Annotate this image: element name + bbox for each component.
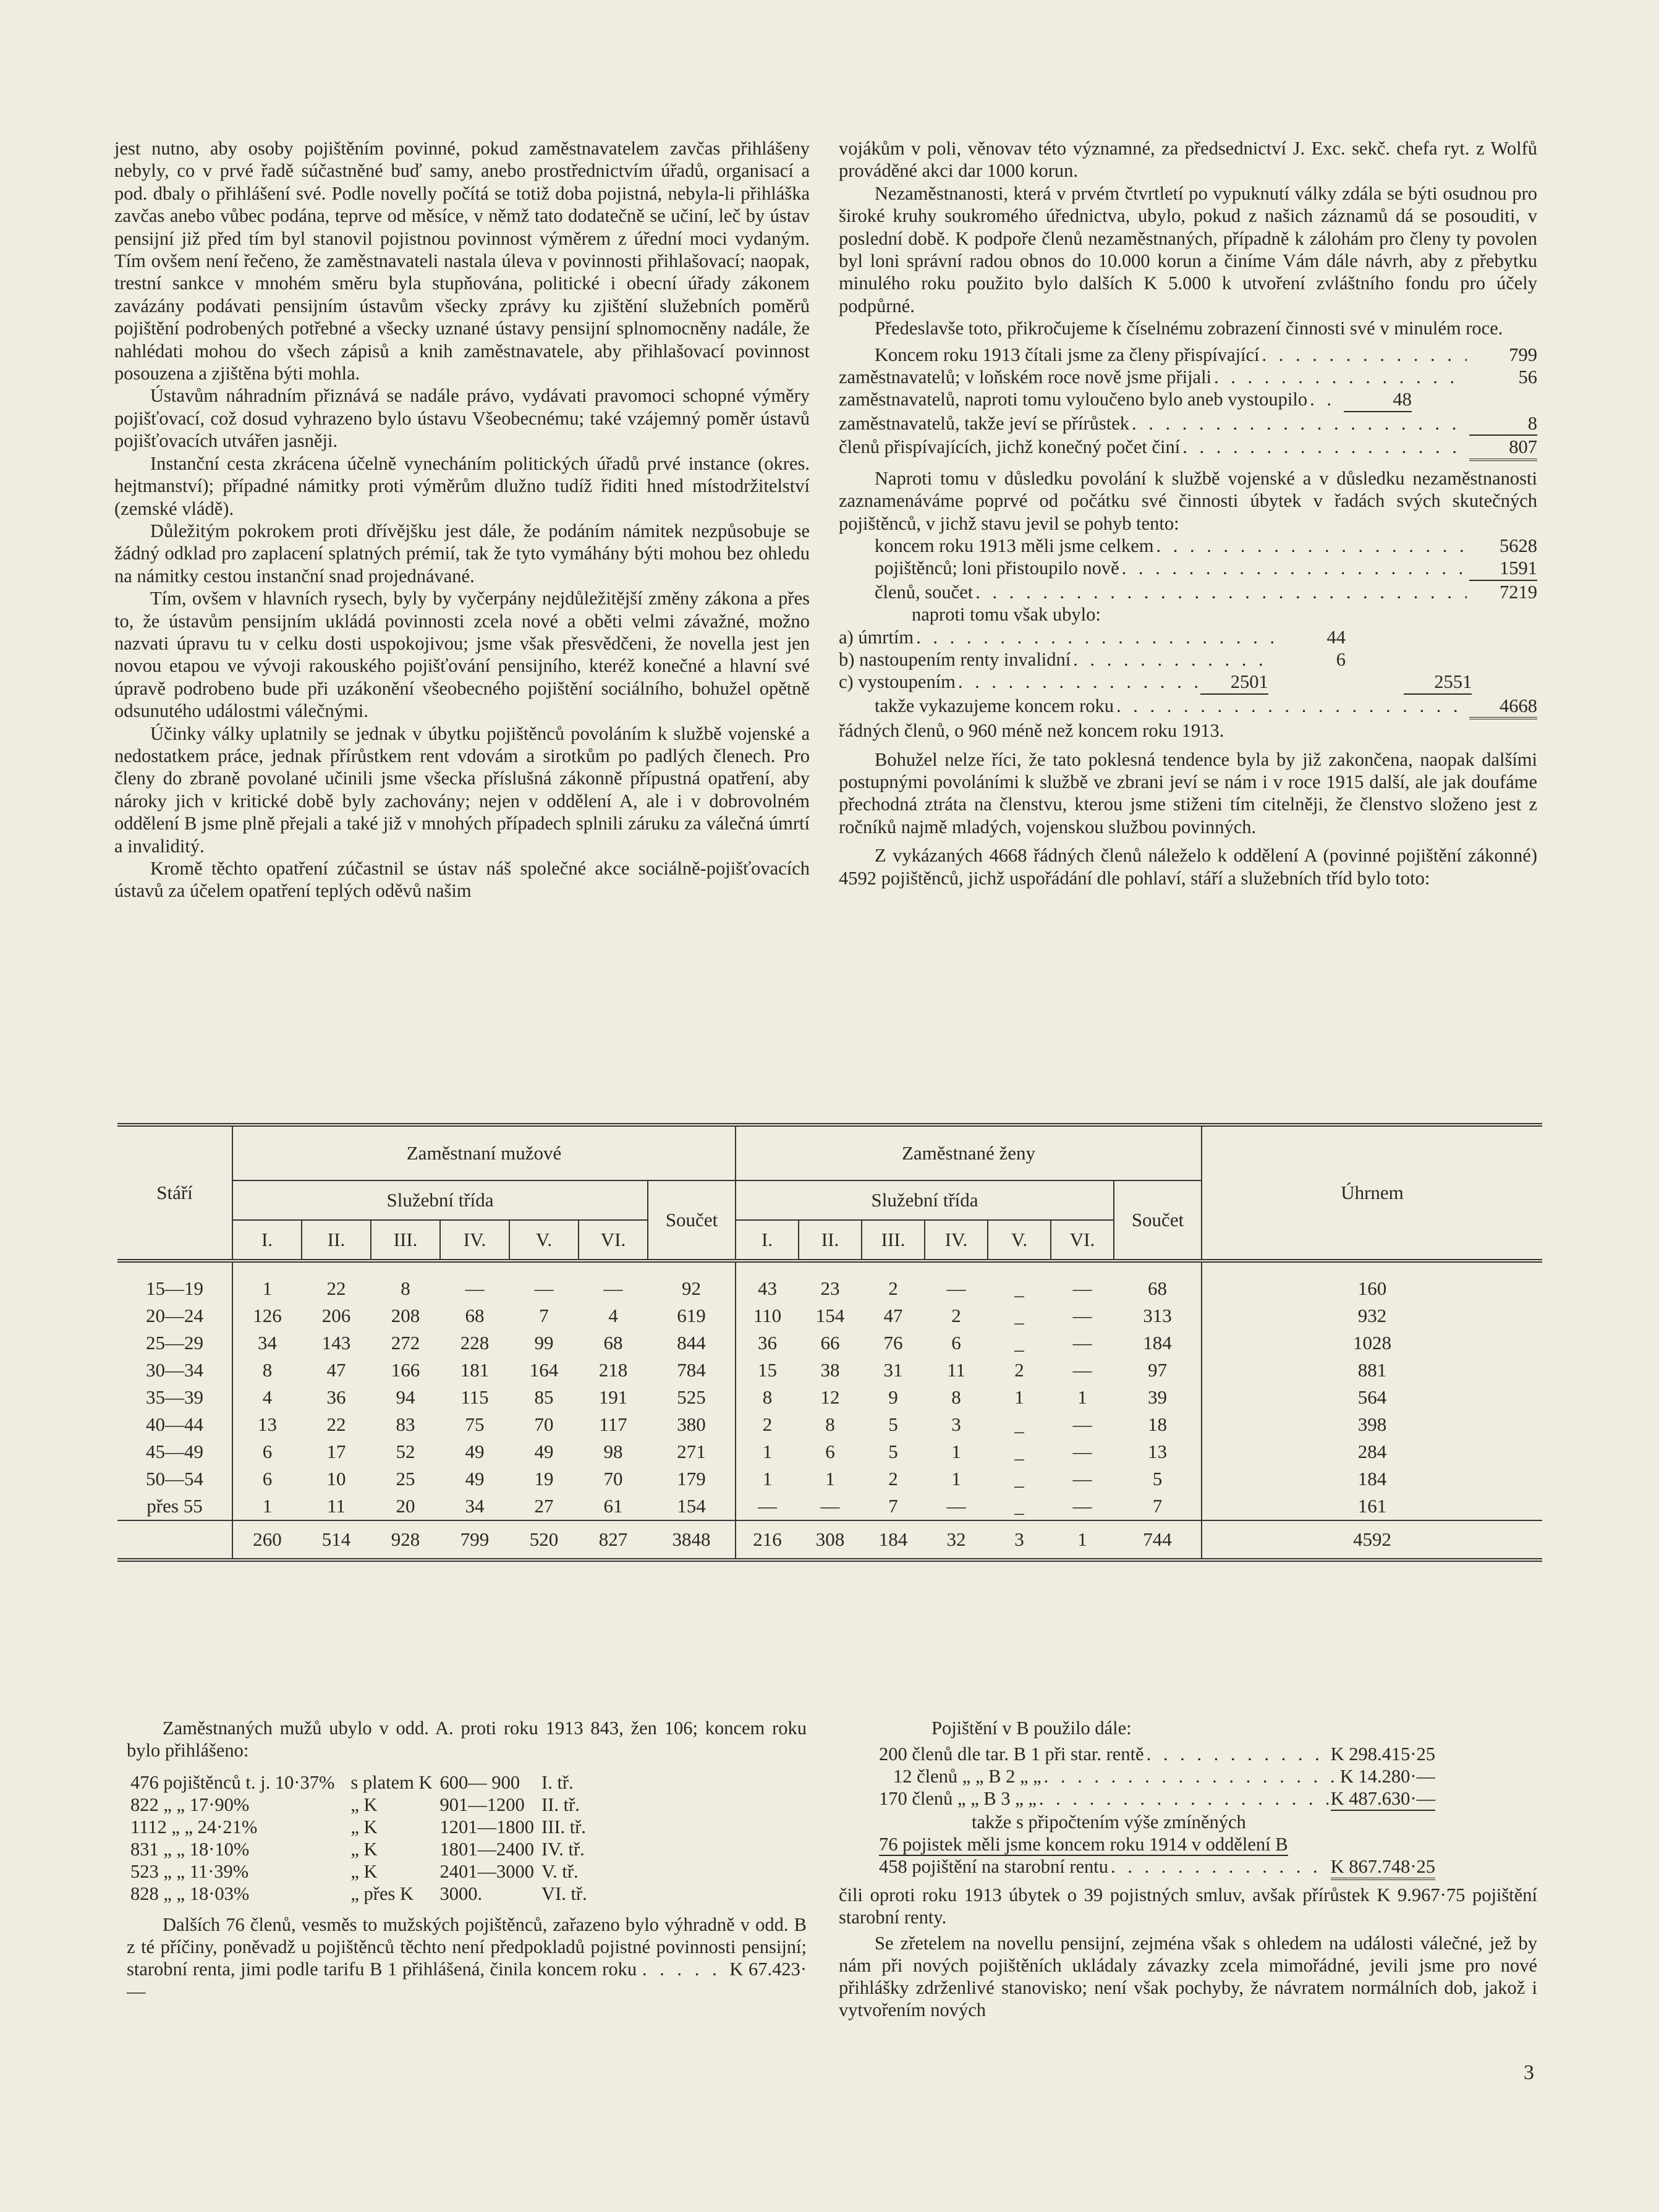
table-cell: — xyxy=(946,1495,966,1517)
class-list-cell: VI. tř. xyxy=(541,1883,587,1904)
table-cell: _ xyxy=(1014,1413,1024,1435)
table-cell: — xyxy=(534,1278,554,1299)
total-cell: 308 xyxy=(799,1520,862,1560)
table-cell: — xyxy=(946,1278,966,1299)
class-list-cell: 828 „ „ 18·03% xyxy=(130,1883,250,1904)
class-list-cell: V. tř. xyxy=(541,1861,579,1882)
insured-summary xyxy=(839,535,1537,626)
table-cell: 83 xyxy=(396,1413,415,1435)
class-list-cell: 2401—3000 xyxy=(439,1861,535,1882)
insured-line-5: takže vykazujeme koncem roku xyxy=(875,695,1114,716)
table-cell: 13 xyxy=(258,1413,277,1435)
b-row-3-value: K 487.630·— xyxy=(1331,1787,1435,1811)
class-list-cell: 1201—1800 xyxy=(439,1816,535,1837)
women-sum-header: Součet xyxy=(1114,1180,1202,1261)
table-cell: 6 xyxy=(262,1441,273,1462)
table-cell: 284 xyxy=(1357,1441,1387,1462)
members-line-1: Koncem roku 1913 čítali jsme za členy přispívající xyxy=(875,344,1260,365)
class-list-cell: II. tř. xyxy=(541,1794,580,1815)
class-list-cell: „ K xyxy=(350,1839,378,1860)
table-cell: 43 xyxy=(758,1278,777,1299)
table-cell: 143 xyxy=(321,1332,351,1354)
table-cell: 49 xyxy=(465,1468,485,1489)
table-cell: 272 xyxy=(391,1332,420,1354)
table-cell: 70 xyxy=(534,1413,554,1435)
table-cell: 117 xyxy=(599,1413,627,1435)
class-list-cell: 476 pojištěnců t. j. 10·37% xyxy=(130,1772,335,1793)
class-list-row xyxy=(127,1771,591,1794)
class-list-cell: 600— 900 xyxy=(439,1772,520,1793)
class-list-cell: 901—1200 xyxy=(439,1794,525,1815)
total-cell: 260 xyxy=(232,1520,302,1560)
insured-line-6: řádných členů, o 960 méně než koncem roku 1913. xyxy=(839,720,1224,742)
table-cell: 47 xyxy=(326,1359,346,1381)
table-cell: — xyxy=(1072,1359,1092,1381)
table-cell: 47 xyxy=(883,1305,903,1326)
deduction-a-value: 44 xyxy=(1326,626,1346,648)
totals-row xyxy=(117,1520,1542,1560)
b-row-3-label: 170 členů „ „ B 3 „ „ xyxy=(879,1788,1037,1809)
table-cell: 179 xyxy=(648,1465,736,1493)
table-cell: 9 xyxy=(888,1386,898,1408)
table-cell: 1 xyxy=(262,1278,273,1299)
table-cell: 36 xyxy=(758,1332,777,1354)
age-cell: 20—24 xyxy=(117,1302,232,1329)
total-cell: 4592 xyxy=(1202,1520,1542,1560)
table-row xyxy=(117,1465,1542,1493)
class-list-cell: „ přes K xyxy=(350,1883,414,1904)
table-cell: 2 xyxy=(888,1468,898,1489)
b-row-6-label: 458 pojištění na starobní rentu xyxy=(879,1856,1109,1877)
table-bottom-rule xyxy=(117,1560,1542,1567)
table-cell: 110 xyxy=(753,1305,782,1326)
b-row-5: 76 pojistek měli jsme koncem roku 1914 v oddělení B xyxy=(879,1834,1288,1855)
table-cell: 15 xyxy=(758,1359,777,1381)
total-cell: 1 xyxy=(1051,1520,1114,1560)
table-cell: — xyxy=(820,1495,840,1517)
class-list-cell: 523 „ „ 11·39% xyxy=(130,1861,249,1882)
age-cell: 25—29 xyxy=(117,1329,232,1357)
men-class-III: III. xyxy=(371,1220,440,1261)
table-cell: 8 xyxy=(951,1386,961,1408)
insured-value-3: 7219 xyxy=(1500,581,1537,603)
table-cell: 161 xyxy=(1357,1495,1387,1517)
table-cell: — xyxy=(1072,1332,1092,1354)
table-cell: _ xyxy=(1014,1332,1024,1354)
table-cell: 34 xyxy=(465,1495,485,1517)
table-cell: 1 xyxy=(951,1441,961,1462)
members-line-3: zaměstnavatelů, naproti tomu vyloučeno bylo aneb vystoupilo xyxy=(839,389,1308,410)
table-cell: 23 xyxy=(820,1278,840,1299)
table-cell: 228 xyxy=(460,1332,490,1354)
table-cell: 1 xyxy=(1077,1386,1087,1408)
class-list-row xyxy=(127,1883,591,1905)
paragraph-text: Dalších 76 členů, vesměs to mužských pojištěnců, zařazeno bylo výhradně v odd. B z té příčiny, poněvadž u pojištěnců těchto není předpokladů pojistné povinnosti pensijní; starobní renta, jimi podle tarifu B 1 přihlášená, činila koncem roku xyxy=(127,1914,807,1980)
age-cell: přes 55 xyxy=(117,1493,232,1520)
class-list-cell: 1112 „ „ 24·21% xyxy=(130,1816,258,1837)
table-cell: 8 xyxy=(401,1278,410,1299)
paragraph: Kromě těchto opatření zúčastnil se ústav náš společné akce sociálně-pojišťovacích ústavů za účelem opatření teplých oděvů našim xyxy=(114,858,810,902)
table-cell: 8 xyxy=(762,1386,773,1408)
members-value-4: 8 xyxy=(1469,412,1537,436)
class-list-cell: 3000. xyxy=(439,1883,483,1904)
table-cell: — xyxy=(1072,1305,1092,1326)
table-cell: 154 xyxy=(648,1493,736,1520)
class-list-cell: „ K xyxy=(350,1861,378,1882)
b-row-4: takže s připočtením výše zmíněných xyxy=(972,1812,1246,1833)
table-cell: — xyxy=(758,1495,777,1517)
insured-line-2: pojištěnců; loni přistoupilo nově xyxy=(875,557,1119,579)
members-line-4: zaměstnavatelů, takže jeví se přírůstek xyxy=(839,412,1130,434)
women-class-II: II. xyxy=(799,1220,862,1261)
women-class-I: I. xyxy=(736,1220,799,1261)
table-cell: 61 xyxy=(603,1495,623,1517)
men-class-V: V. xyxy=(509,1220,579,1261)
paragraph: čili oproti roku 1913 úbytek o 39 pojistných smluv, avšak přírůstek K 9.967·75 pojištění starobní renty. xyxy=(839,1884,1537,1928)
table-cell: 181 xyxy=(460,1359,490,1381)
table-cell: 99 xyxy=(534,1332,554,1354)
total-cell: 799 xyxy=(440,1520,509,1560)
table-cell: 5 xyxy=(888,1441,898,1462)
members-value-5: 807 xyxy=(1469,436,1537,460)
paragraph: Tím, ovšem v hlavních rysech, byly by vyčerpány nejdůležitější změny zákona a přes to, že ústavům pensijním ukládá povinnosti zcela nové a oběti velmi závažné, možno nazvati úpravu tu v celku dosti uspokojivou; jsme však přesvědčeni, že novella jest jen novou etapou ve vývoji rakouského pojišťování pensijního, kteréž konečné a hlavní své úpravě podrobeno bude při uzákonění všeobecného pojištění sociálního, bohužel opětně odsunutého událostmi válečnými. xyxy=(114,588,810,722)
class-list-cell: „ K xyxy=(350,1794,378,1815)
women-class-V: V. xyxy=(988,1220,1051,1261)
table-cell: 27 xyxy=(534,1495,554,1517)
paragraph: Z vykázaných 4668 řádných členů náleželo k oddělení A (povinné pojištění zákonné) 4592 pojištěnců, jichž uspořádání dle pohlaví, stáří a služebních tříd bylo toto: xyxy=(839,845,1537,889)
table-cell: 844 xyxy=(648,1329,736,1357)
age-cell: 40—44 xyxy=(117,1411,232,1438)
b-row-2-label: 12 členů „ „ B 2 „ „ xyxy=(893,1766,1042,1787)
table-cell: 38 xyxy=(820,1359,840,1381)
age-header: Stáří xyxy=(117,1125,232,1261)
total-header: Úhrnem xyxy=(1202,1125,1542,1261)
table-cell: 881 xyxy=(1357,1359,1387,1381)
table-cell: 525 xyxy=(648,1384,736,1411)
age-cell: 45—49 xyxy=(117,1438,232,1465)
members-value-3: 48 xyxy=(1344,388,1412,412)
table-cell: 18 xyxy=(1114,1411,1202,1438)
table-cell: 5 xyxy=(888,1413,898,1435)
table-cell: 1 xyxy=(1014,1386,1024,1408)
total-cell: 928 xyxy=(371,1520,440,1560)
age-cell: 50—54 xyxy=(117,1465,232,1493)
table-cell: 75 xyxy=(465,1413,485,1435)
total-cell: 32 xyxy=(925,1520,988,1560)
left-column xyxy=(114,137,810,902)
table-cell: 218 xyxy=(598,1359,628,1381)
table-cell: 398 xyxy=(1357,1413,1387,1435)
pension-value: K 67.423·— xyxy=(127,1959,807,2002)
men-class-II: II. xyxy=(302,1220,371,1261)
table-cell: 154 xyxy=(815,1305,845,1326)
total-cell xyxy=(117,1520,232,1560)
table-cell: 22 xyxy=(326,1278,346,1299)
table-cell: 94 xyxy=(396,1386,415,1408)
total-cell: 216 xyxy=(736,1520,799,1560)
class-list-row xyxy=(127,1794,591,1816)
table-cell: 4 xyxy=(262,1386,273,1408)
table-cell: 619 xyxy=(648,1302,736,1329)
table-row xyxy=(117,1384,1542,1411)
class-list xyxy=(127,1771,591,1905)
table-cell: 36 xyxy=(326,1386,346,1408)
table-cell: 7 xyxy=(539,1305,549,1326)
table-cell: 68 xyxy=(603,1332,623,1354)
members-value-2: 56 xyxy=(1518,367,1537,388)
paragraph: Předeslavše toto, přikročujeme k číselnému zobrazení činnosti své v minulém roce. xyxy=(875,318,1503,339)
table-cell: — xyxy=(1072,1495,1092,1517)
deduction-a-label: a) úmrtím xyxy=(839,626,914,648)
table-row xyxy=(117,1493,1542,1520)
section-heading: Pojištění v B použilo dále: xyxy=(931,1718,1132,1739)
table-cell: 7 xyxy=(1114,1493,1202,1520)
table-cell: 39 xyxy=(1114,1384,1202,1411)
class-list-row xyxy=(127,1838,591,1860)
table-cell: — xyxy=(465,1278,485,1299)
total-cell: 514 xyxy=(302,1520,371,1560)
table-cell: 784 xyxy=(648,1357,736,1384)
table-cell: 31 xyxy=(883,1359,903,1381)
class-list-cell: s platem K xyxy=(350,1772,433,1793)
table-cell: 191 xyxy=(598,1386,628,1408)
table-cell: 6 xyxy=(825,1441,835,1462)
table-cell: _ xyxy=(1014,1468,1024,1489)
table-cell: 115 xyxy=(460,1386,489,1408)
table-cell: — xyxy=(1072,1413,1092,1435)
table-cell: 184 xyxy=(1357,1468,1387,1489)
deduction-c-label: c) vystoupením xyxy=(839,671,956,693)
table-cell: 20 xyxy=(396,1495,415,1517)
deduction-c-value: 2501 xyxy=(1200,671,1268,694)
members-summary xyxy=(839,344,1537,461)
table-cell: 66 xyxy=(820,1332,840,1354)
table-cell: 380 xyxy=(648,1411,736,1438)
insured-line-1: koncem roku 1913 měli jsme celkem xyxy=(875,535,1154,556)
women-class-VI: VI. xyxy=(1051,1220,1114,1261)
table-cell: 70 xyxy=(603,1468,623,1489)
deduction-b-label: b) nastoupením renty invalidní xyxy=(839,648,1071,670)
table-cell: 2 xyxy=(762,1413,773,1435)
table-cell: 76 xyxy=(883,1332,903,1354)
table-row xyxy=(117,1357,1542,1384)
table-cell: 12 xyxy=(820,1386,840,1408)
table-cell: 49 xyxy=(465,1441,485,1462)
paragraph: Bohužel nelze říci, že tato poklesná tendence byla by již zakončena, naopak dalšími postupnými povoláními k službě ve zbrani jeví se nám i v roce 1915 další, ale jak doufáme přechodná ztráta na členstvu, kterou jsme stiženi tím citelněji, že členstvo složeno jest z ročníků najmě mladých, vojenskou službou povinných. xyxy=(839,748,1537,837)
women-class-IV: IV. xyxy=(925,1220,988,1261)
bottom-left xyxy=(127,1717,807,2002)
class-list-cell: III. tř. xyxy=(541,1816,587,1837)
table-cell: 6 xyxy=(951,1332,961,1354)
table-cell: 1 xyxy=(762,1468,773,1489)
b-row-2-value: K 14.280·— xyxy=(1339,1766,1435,1787)
table-row xyxy=(117,1329,1542,1357)
table-cell: 25 xyxy=(396,1468,415,1489)
table-cell: 271 xyxy=(648,1438,736,1465)
total-cell: 520 xyxy=(509,1520,579,1560)
men-class-VI: VI. xyxy=(579,1220,648,1261)
paragraph: jest nutno, aby osoby pojištěním povinné, pokud zaměstnavatelem zavčas přihlášeny nebyly, co v prvé řadě súčastněné buď samy, anebo prostřednictvím úřadů, organisací a pod. dbaly o přihlášení své. Podle novelly počítá se totiž doba pojistná, nebyla-li přihláška zavčas anebo vůbec podána, teprve od měsíce, v němž tato dodatečně se učiní, leč by ústav pensijní již před tím byl stanovil pojistnou povinnost výměrem z úřední moci vydaným. Tím ovšem není řečeno, že zaměstnavateli nastala úleva v povinnosti přihlašovací; naopak, trestní sankce v mnohém směru byla stupňována, politické i obecní úřady zákonem zavázány podávati pensijním ústavům všecky zprávy ku zjištění služebních poměrů pojištění podrobených potřebné a všecky uznané ústavy pensijní splnomocněny nadále, že nahlédati mohou do všech zápisů a knih zaměstnavatele, aby přihlašovací povinnost posouzena a zjištěna býti mohla. xyxy=(114,138,810,384)
paragraph: Ústavům náhradním přiznává se nadále právo, vydávati pravomoci schopné výměry pojišťovací, což dosud vyhrazeno bylo ústavu Všeobecnému; také vzájemný poměr ústavů pojišťovacích utvářen jasněji. xyxy=(114,385,810,452)
men-header: Zaměstnaní mužové xyxy=(232,1125,736,1180)
table-cell: 160 xyxy=(1357,1278,1387,1299)
table-cell: 932 xyxy=(1357,1305,1387,1326)
age-cell: 35—39 xyxy=(117,1384,232,1411)
age-cell: 15—19 xyxy=(117,1261,232,1302)
table-cell: 8 xyxy=(262,1359,273,1381)
table-cell: 4 xyxy=(608,1305,618,1326)
paragraph: Důležitým pokrokem proti dřívějšku jest dále, že podáním námitek nezpůsobuje se žádný odklad pro zaplacení splatných prémií, tak že tyto vymáhány býti mohou bez ohledu na námitky cestou instanční snad projednávané. xyxy=(114,520,810,587)
table-cell: 49 xyxy=(534,1441,554,1462)
table-cell: 1 xyxy=(762,1441,773,1462)
class-list-cell: IV. tř. xyxy=(541,1839,585,1860)
table-cell: 8 xyxy=(825,1413,835,1435)
bottom-right xyxy=(839,1717,1537,2021)
table-cell: 206 xyxy=(321,1305,351,1326)
total-cell: 744 xyxy=(1114,1520,1202,1560)
table-cell: — xyxy=(1072,1441,1092,1462)
class-list-cell: I. tř. xyxy=(541,1772,574,1793)
paragraph: Účinky války uplatnily se jednak v úbytku pojištěnců povoláním k službě vojenské a nedostatkem práce, jednak přírůstkem rent vdovám a sirotkům po padlých členech. Pro členy do zbraně povolané učinili jsme všecka příslušná zákonně přípustná opatření, aby nároky jich v kritické době byly zachovány; nejen v oddělení A, ale i v dobrovolném oddělení B jsme plně přejali a také již v mnohých případech splnili záruku za válečná úmrtí a invaliditý. xyxy=(114,723,810,857)
b-row-6-value: K 867.748·25 xyxy=(1331,1855,1435,1880)
women-class-header: Služební třída xyxy=(736,1180,1114,1220)
table-cell: 5 xyxy=(1114,1465,1202,1493)
table-row xyxy=(117,1438,1542,1465)
table-cell: 1 xyxy=(951,1468,961,1489)
class-list-cell: 1801—2400 xyxy=(439,1839,535,1860)
table-cell: _ xyxy=(1014,1278,1024,1299)
b-row-1-value: K 298.415·25 xyxy=(1330,1744,1435,1765)
table-cell: 17 xyxy=(326,1441,346,1462)
table-cell: 313 xyxy=(1114,1302,1202,1329)
total-cell: 3 xyxy=(988,1520,1051,1560)
table-cell: _ xyxy=(1014,1495,1024,1517)
deductions xyxy=(839,626,1537,742)
b-row-1-label: 200 členů dle tar. B 1 při star. rentě xyxy=(879,1744,1144,1765)
class-list-row xyxy=(127,1860,591,1883)
insured-value-5: 4668 xyxy=(1469,695,1537,719)
paragraph: Zaměstnaných mužů ubylo v odd. A. proti roku 1913 843, žen 106; koncem roku bylo přihlášeno: xyxy=(127,1718,807,1761)
men-sum-header: Součet xyxy=(648,1180,736,1261)
table-cell: 10 xyxy=(326,1468,346,1489)
class-list-cell: 822 „ „ 17·90% xyxy=(130,1794,250,1815)
members-line-2: zaměstnavatelů; v loňském roce nově jsme přijali xyxy=(839,367,1212,388)
total-cell: 827 xyxy=(579,1520,648,1560)
table-cell: — xyxy=(1072,1468,1092,1489)
page-number: 3 xyxy=(1524,2061,1534,2084)
women-class-III: III. xyxy=(862,1220,925,1261)
deduction-total: 2551 xyxy=(1404,671,1472,694)
table-cell: 52 xyxy=(396,1441,415,1462)
table-cell: 1028 xyxy=(1353,1332,1391,1354)
women-header: Zaměstnané ženy xyxy=(736,1125,1202,1180)
table-cell: 97 xyxy=(1114,1357,1202,1384)
men-class-header: Služební třída xyxy=(232,1180,648,1220)
paragraph: Dalších 76 členů, vesměs to mužských pojištěnců, zařazeno bylo výhradně v odd. B z té příčiny, poněvadž u pojištěnců těchto není předpokladů pojistné povinnosti pensijní; starobní renta, jimi podle tarifu B 1 přihlášená, činila koncem roku . . . . . K 67.423·— xyxy=(127,1914,807,2002)
table-cell: 1 xyxy=(825,1468,835,1489)
men-class-I: I. xyxy=(232,1220,302,1261)
table-cell: 2 xyxy=(951,1305,961,1326)
table-cell: 126 xyxy=(253,1305,282,1326)
paragraph: Se zřetelem na novellu pensijní, zejména však s ohledem na události válečné, jež by nám při nových pojištěních ukládaly závazky zcela mimořádné, jevili jsme pro nové přihlášky zdrženlivé stanovisko; není však pochyby, že návratem normálních dob, jakož i vytvořením nových xyxy=(839,1933,1537,2020)
table-cell: 13 xyxy=(1114,1438,1202,1465)
table-cell: 92 xyxy=(648,1261,736,1302)
table-cell: 68 xyxy=(1114,1261,1202,1302)
table-cell: 1 xyxy=(262,1495,273,1517)
table-cell: 7 xyxy=(888,1495,898,1517)
men-class-IV: IV. xyxy=(440,1220,509,1261)
table-cell: 19 xyxy=(534,1468,554,1489)
age-cell: 30—34 xyxy=(117,1357,232,1384)
table-cell: 2 xyxy=(1014,1359,1024,1381)
paragraph: Instanční cesta zkrácena účelně vynecháním politických úřadů prvé instance (okres. hejtmanství); případné námitky proti výměrům dlužno tudíž řiditi hned místodržitelství (zemské vládě). xyxy=(114,452,810,519)
paragraph: Naproti tomu v důsledku povolání k službě vojenské a v důsledku nezaměstnanosti zaznamenáváme poprvé od počátku své činnosti úbytek v řadách svých skutečných pojištěnců, v jichž stavu jevil se pohyb tento: xyxy=(839,467,1537,534)
insured-line-4: naproti tomu však ubylo: xyxy=(912,604,1101,625)
paragraph: Nezaměstnanosti, která v prvém čtvrtletí po vypuknutí války zdála se býti osudnou pro široké kruhy soukromého úřednictva, ubylo, pokud z našich záznamů dá se posouditi, v poslední době. K podpoře členů nezaměstnaných, případně k zálohám pro členy ty povolen byl loni správní radou obnos do 10.000 korun a činíme Vám dále návrh, aby z přebytku minulého roku použito bylo dalších K 5.000 k utvoření zvláštního fondu pro účely podpůrné. xyxy=(839,182,1537,316)
total-cell: 3848 xyxy=(648,1520,736,1560)
table-cell: _ xyxy=(1014,1441,1024,1462)
membership-table xyxy=(117,1123,1542,1567)
table-cell: 208 xyxy=(391,1305,420,1326)
table-cell: 85 xyxy=(534,1386,554,1408)
insured-value-2: 1591 xyxy=(1469,557,1537,580)
insured-value-1: 5628 xyxy=(1500,535,1537,556)
class-list-row xyxy=(127,1816,591,1838)
table-body xyxy=(117,1261,1542,1567)
deduction-b-value: 6 xyxy=(1336,648,1346,670)
members-value-1: 799 xyxy=(1509,344,1537,365)
table-cell: 2 xyxy=(888,1278,898,1299)
table-row xyxy=(117,1302,1542,1329)
table-cell: 6 xyxy=(262,1468,273,1489)
table-cell: 98 xyxy=(603,1441,623,1462)
table-cell: 184 xyxy=(1114,1329,1202,1357)
total-cell: 184 xyxy=(862,1520,925,1560)
table-cell: 164 xyxy=(529,1359,559,1381)
paragraph: vojákům v poli, věnovav této významné, za předsednictví J. Exc. sekč. chefa ryt. z Wolfů prováděné akci dar 1000 korun. xyxy=(839,138,1537,182)
table-cell: 11 xyxy=(947,1359,965,1381)
table-cell: 34 xyxy=(258,1332,277,1354)
class-list-cell: 831 „ „ 18·10% xyxy=(130,1839,250,1860)
table-cell: 68 xyxy=(465,1305,485,1326)
table-cell: — xyxy=(603,1278,623,1299)
table-cell: — xyxy=(1072,1278,1092,1299)
members-line-5: členů přispívajících, jichž konečný počet činí xyxy=(839,436,1181,458)
table-cell: _ xyxy=(1014,1305,1024,1326)
insured-line-3: členů, součet xyxy=(875,581,974,603)
table-cell: 11 xyxy=(327,1495,346,1517)
table-cell: 166 xyxy=(391,1359,420,1381)
table-cell: 3 xyxy=(951,1413,961,1435)
class-list-cell: „ K xyxy=(350,1816,378,1837)
table-row xyxy=(117,1411,1542,1438)
right-column xyxy=(839,137,1537,889)
table-cell: 22 xyxy=(326,1413,346,1435)
table-row xyxy=(117,1261,1542,1302)
table-cell: 564 xyxy=(1357,1386,1387,1408)
